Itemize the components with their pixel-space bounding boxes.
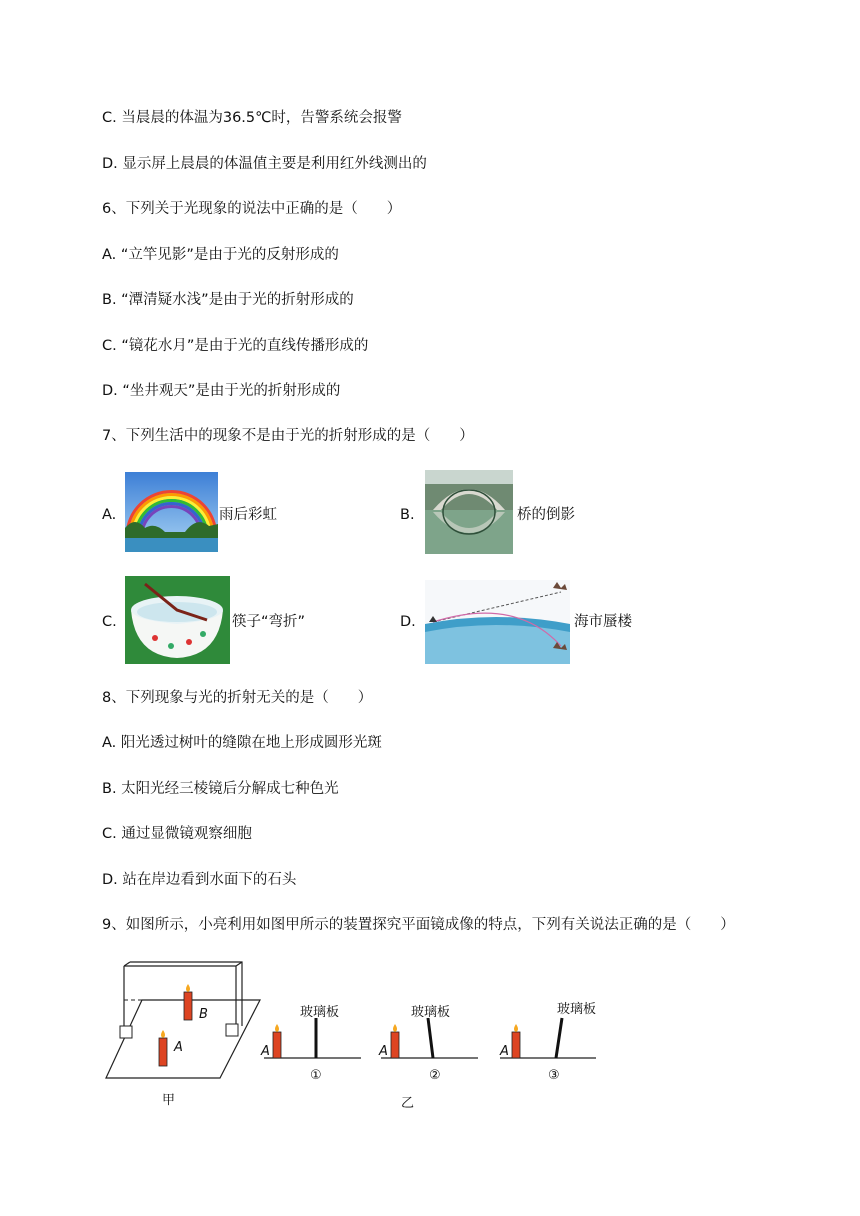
q6-stem: 6、下列关于光现象的说法中正确的是（ ） (102, 201, 402, 217)
q7-option-a-letter: A. (102, 507, 117, 523)
setup-1 (260, 1004, 361, 1083)
q7-option-a-text: 雨后彩虹 (219, 507, 277, 523)
q9-stem: 9、如图所示，小亮利用如图甲所示的装置探究平面镜成像的特点，下列有关说法正确的是（ ） (102, 917, 735, 933)
glass-label-1: 玻璃板 (300, 1005, 340, 1020)
q8-stem: 8、下列现象与光的折射无关的是（ ） (102, 690, 373, 706)
q7-option-d-text: 海市蜃楼 (574, 614, 632, 630)
q6-option-c: C. “镜花水月”是由于光的直线传播形成的 (102, 338, 369, 354)
q7-option-b-letter: B. (400, 507, 415, 523)
q5-option-c: C. 当晨晨的体温为36.5℃时，告警系统会报警 (102, 110, 402, 126)
figure-jia-apparatus (106, 962, 260, 1108)
bridge-reflection-image (425, 470, 513, 554)
q6-option-b: B. “潭清疑水浅”是由于光的折射形成的 (102, 292, 354, 308)
figure-yi-label: 乙 (401, 1096, 415, 1111)
point-b-label: B (199, 1007, 208, 1022)
setup-number-2: ② (429, 1068, 441, 1083)
point-a-label-1: A (261, 1044, 270, 1059)
setup-number-1: ① (310, 1068, 322, 1083)
setup-2 (378, 1004, 478, 1111)
q7-stem: 7、下列生活中的现象不是由于光的折射形成的是（ ） (102, 428, 474, 444)
point-a-label-3: A (500, 1044, 509, 1059)
q7-option-d-letter: D. (400, 614, 416, 630)
glass-label-2: 玻璃板 (411, 1005, 451, 1020)
q5-option-d: D. 显示屏上晨晨的体温值主要是利用红外线测出的 (102, 156, 427, 172)
chopsticks-bowl-image (125, 576, 230, 664)
q6-option-a: A. “立竿见影”是由于光的反射形成的 (102, 247, 339, 263)
point-a-label-2: A (379, 1044, 388, 1059)
q7-option-c-text: 筷子“弯折” (232, 614, 306, 630)
setup-number-3: ③ (548, 1068, 560, 1083)
q8-option-d: D. 站在岸边看到水面下的石头 (102, 872, 297, 888)
q6-option-d: D. “坐井观天”是由于光的折射形成的 (102, 383, 341, 399)
q8-option-b: B. 太阳光经三棱镜后分解成七种色光 (102, 781, 339, 797)
setup-3 (499, 1001, 596, 1083)
point-a-label: A (174, 1040, 183, 1055)
figure-jia-label: 甲 (162, 1093, 176, 1108)
rainbow-image (125, 472, 218, 552)
q7-option-c-letter: C. (102, 614, 117, 630)
q7-option-b-text: 桥的倒影 (517, 507, 575, 523)
q8-option-a: A. 阳光透过树叶的缝隙在地上形成圆形光斑 (102, 735, 382, 751)
q8-option-c: C. 通过显微镜观察细胞 (102, 826, 252, 842)
q9-figure (96, 958, 716, 1118)
mirage-image (425, 580, 570, 664)
glass-label-3: 玻璃板 (557, 1002, 597, 1017)
